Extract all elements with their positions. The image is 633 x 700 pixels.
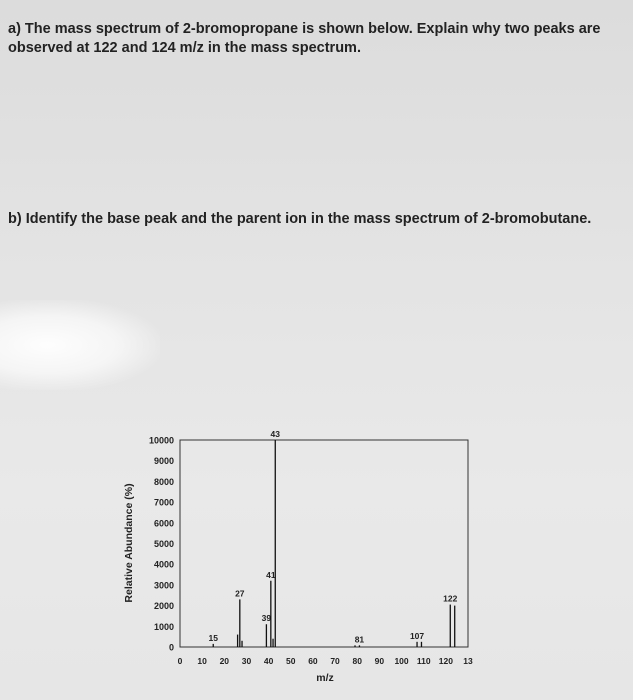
y-tick-label: 1000 (153, 621, 174, 632)
peak-label: 107 (409, 630, 425, 641)
y-tick-label: 4000 (153, 559, 174, 570)
x-tick-label: 13 (463, 656, 473, 666)
plot-frame (180, 440, 468, 647)
x-tick-label: 80 (352, 656, 362, 666)
y-tick-label: 6000 (153, 518, 174, 529)
x-tick-label: 40 (263, 656, 274, 666)
x-tick-label: 0 (177, 656, 183, 666)
y-tick-label: 10000 (148, 435, 174, 446)
y-tick-label: 0 (168, 642, 174, 653)
x-tick-label: 120 (438, 656, 453, 666)
question-b: b) Identify the base peak and the parent ion in the mass spectrum of 2-bromobutane. (8, 211, 592, 227)
x-tick-label: 110 (416, 656, 431, 666)
y-tick-label: 7000 (153, 497, 174, 508)
y-tick-label: 9000 (153, 456, 174, 467)
photo-glare (0, 300, 160, 390)
y-tick-label: 5000 (153, 539, 174, 549)
peak-label: 43 (270, 429, 280, 439)
peak-label: 15 (208, 632, 218, 643)
peak-label: 81 (354, 634, 365, 645)
peak-label: 27 (235, 588, 245, 599)
peak-label: 122 (443, 593, 458, 604)
x-tick-label: 10 (197, 656, 207, 666)
mass-spectrum-svg (110, 425, 510, 695)
x-tick-label: 60 (308, 656, 318, 666)
x-tick-label: 90 (374, 656, 385, 666)
x-axis-label: m/z (316, 672, 334, 684)
x-tick-label: 20 (219, 656, 230, 666)
x-tick-label: 100 (394, 656, 409, 666)
peak-label: 39 (261, 613, 272, 624)
question-a: a) The mass spectrum of 2-bromopropane is shown below. Explain why two peaks are observed at 122 and 124 m/z in the mass spectrum. (8, 21, 601, 56)
x-tick-label: 50 (286, 656, 296, 666)
y-tick-label: 3000 (153, 580, 174, 591)
x-tick-label: 70 (330, 656, 340, 666)
y-axis-label: Relative Abundance (%) (123, 483, 135, 603)
x-tick-label: 30 (241, 656, 252, 666)
y-tick-label: 2000 (153, 601, 174, 612)
peak-label: 41 (266, 569, 276, 580)
mass-spectrum-chart (110, 425, 510, 695)
y-tick-label: 8000 (153, 476, 174, 487)
